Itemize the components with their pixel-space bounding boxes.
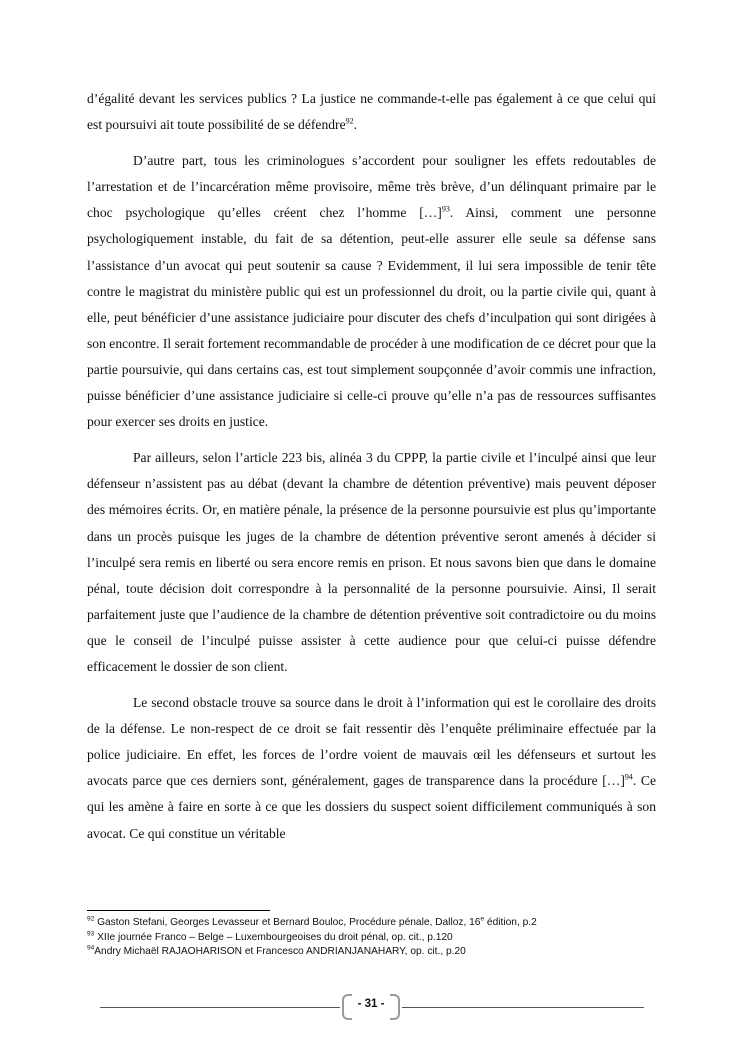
left-bracket-decoration xyxy=(342,994,352,1020)
footer-rule-right xyxy=(402,1007,644,1008)
footnote-ref-93[interactable]: 93 xyxy=(441,204,450,214)
footnote-93 xyxy=(87,931,687,946)
footnotes xyxy=(87,916,687,960)
paragraph-2 xyxy=(87,148,656,435)
footnote-superscript: e xyxy=(480,915,485,923)
footnote-92 xyxy=(87,916,687,931)
right-bracket-decoration xyxy=(390,994,400,1020)
page-number: - 31 - xyxy=(357,998,385,1010)
footnote-text: Andry Michaël RAJAOHARISON et Francesco ANDRIANJANAHARY, op. cit., p.20 xyxy=(94,946,466,958)
footnote-ref-92[interactable]: 92 xyxy=(345,116,354,126)
paragraph-text: d’égalité devant les services publics ? La justice ne commande-t-elle pas également à ce que celui qui est poursuivi ait toute possibilité de se défendre xyxy=(87,91,656,133)
page-footer xyxy=(100,994,644,1020)
paragraph-1 xyxy=(87,86,656,138)
paragraph-3 xyxy=(87,445,656,680)
footnote-number: 92 xyxy=(87,915,95,923)
footnote-ref-94[interactable]: 94 xyxy=(624,772,633,782)
footnote-94 xyxy=(87,945,687,960)
paragraph-text: . Ainsi, comment une personne psychologiquement instable, du fait de sa détention, peut-elle assurer elle seule sa défense sans l’assistance d’un avocat qui peut soutenir sa cause ? Evidemment, il lui sera impossible de tenir tête contre le magistrat du ministère public qui est un professionnel du droit, ou la partie civile qui, quant à elle, peut bénéficier d’une assistance judiciaire pour discuter des chefs d’inculpation qui sont dirigées à son encontre. Il serait fortement recommandable de procéder à une modification de ce décret pour que la partie poursuivie, qui dans certains cas, est tout simplement soupçonnée d’avoir commis une infraction, puisse bénéficier d’une assistance judiciaire si celle-ci prouve qu’elle n’a pas de ressources suffisantes pour exercer ses droits en justice. xyxy=(87,205,656,430)
main-text xyxy=(87,86,656,857)
footnote-number: 93 xyxy=(87,930,95,938)
paragraph-text: . xyxy=(353,117,358,133)
paragraph-text: Par ailleurs, selon l’article 223 bis, alinéa 3 du CPPP, la partie civile et l’inculpé ainsi que leur défenseur n’assistent pas au débat (devant la chambre de détention préventive) mais peuvent déposer des mémoires écrits. Or, en matière pénale, la présence de la personne poursuivie est plus qu’importante dans un procès puisque les juges de la chambre de détention préventive seront amenés à décider si l’inculpé sera remis en liberté ou sera encore remis en prison. Et nous savons bien que dans le domaine pénal, toute décision doit correspondre à la personnalité de la personne poursuivie. Ainsi, Il serait parfaitement juste que l’audience de la chambre de détention préventive soit contradictoire ou du moins que le conseil de l’inculpé puisse assister à cette audience pour que celui-ci puisse défendre efficacement le dossier de son client. xyxy=(87,450,656,674)
footnote-text: édition, p.2 xyxy=(484,917,537,928)
footnote-separator xyxy=(87,910,270,911)
footnote-text: XIIe journée Franco – Belge – Luxembourgeoises du droit pénal, op. cit., p.120 xyxy=(94,931,453,943)
paragraph-text: D’autre part, tous les criminologues s’accordent pour souligner les effets redoutables de l’arrestation et de l’incarcération même provisoire, même très brève, d’un délinquant primaire par le choc psychologique qu’elles créent chez l’homme […] xyxy=(87,153,656,221)
paragraph-text: . Ce qui les amène à faire en sorte à ce que les dossiers du suspect soient difficilement communiqués à son avocat. Ce qui constitue un véritable xyxy=(87,773,656,841)
footnote-text: Gaston Stefani, Georges Levasseur et Bernard Bouloc, Procédure pénale, Dalloz, 16 xyxy=(94,917,481,928)
paragraph-text: Le second obstacle trouve sa source dans le droit à l’information qui est le corollaire des droits de la défense. Le non-respect de ce droit se fait ressentir dès l’enquête préliminaire effectuée par la police judiciaire. En effet, les forces de l’ordre voient de mauvais œil les défenseurs et surtout les avocats parce que ces derniers sont, généralement, gages de transparence dans la procédure […] xyxy=(87,695,656,789)
footer-rule-left xyxy=(100,1007,340,1008)
footnote-number: 94 xyxy=(87,944,95,952)
paragraph-4 xyxy=(87,690,656,847)
